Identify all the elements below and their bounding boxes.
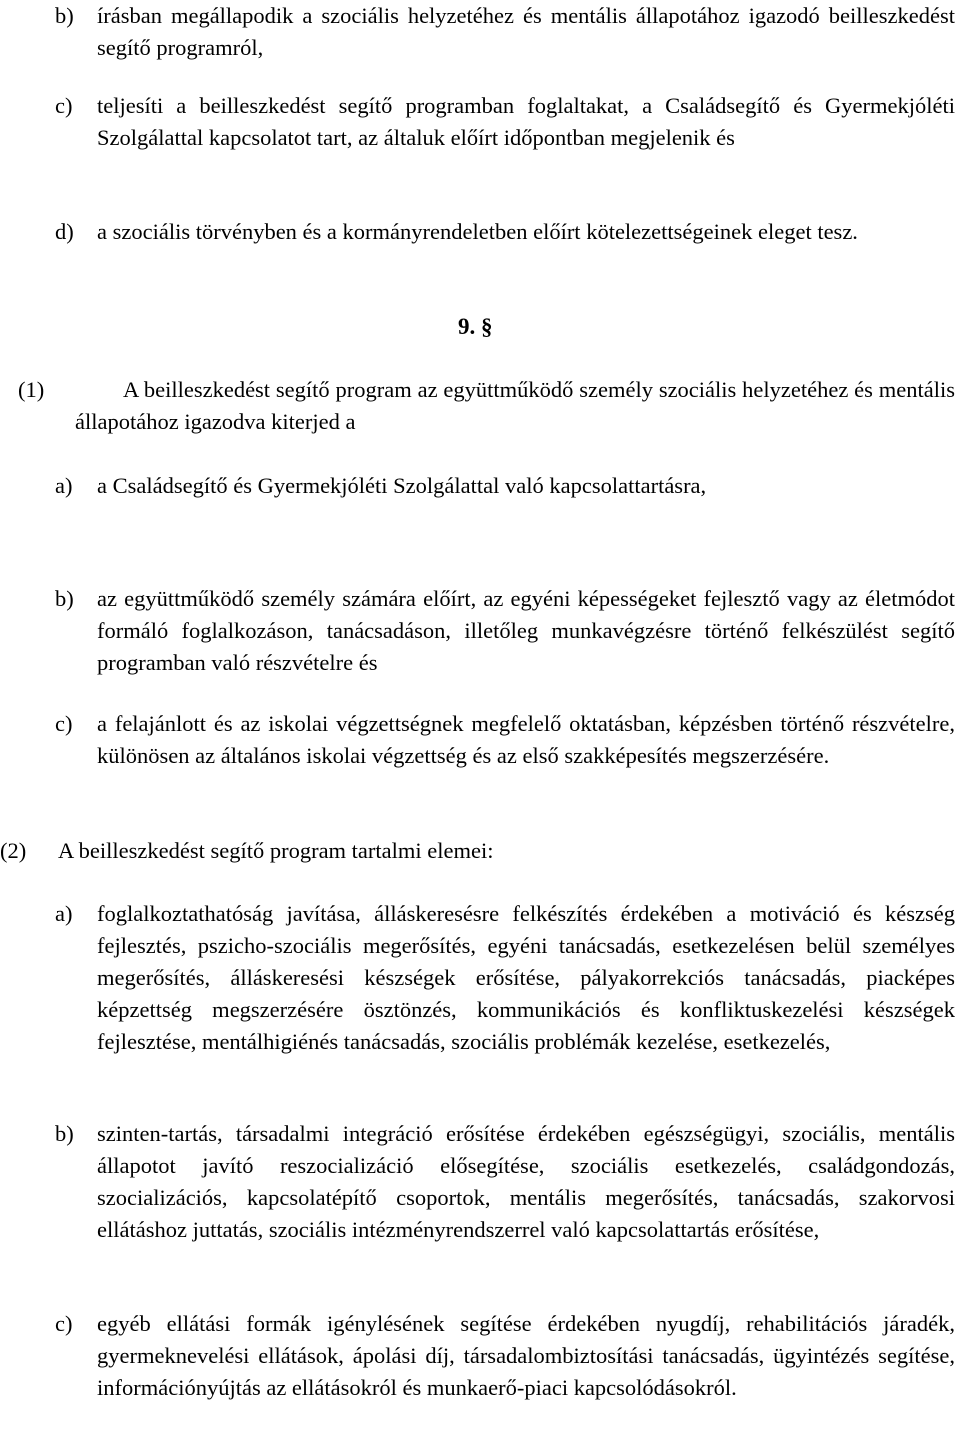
paragraph-text: A beilleszkedést segítő program tartalmi elemei:	[58, 838, 494, 863]
list-item-b-p2	[55, 1118, 955, 1246]
list-item-b-p1	[55, 583, 955, 679]
list-item-c-top	[55, 90, 955, 154]
list-label: c)	[55, 93, 73, 118]
paragraph-1	[18, 374, 955, 438]
list-text: írásban megállapodik a szociális helyzetéhez és mentális állapotához igazodó beilleszkedést segítő programról,	[97, 3, 955, 60]
list-label: a)	[55, 901, 73, 926]
list-text: szinten-tartás, társadalmi integráció erősítése érdekében egészségügyi, szociális, mentális állapotot javító reszocializáció elősegítése, szociális esetkezelés, családgondozás, szocializációs, kapcsolatépítő csoportok, mentális megerősítés, tanácsadás, szakorvosi ellátáshoz juttatás, szociális intézményrendszerrel való kapcsolattartás erősítése,	[97, 1121, 955, 1242]
paragraph-label: (1)	[18, 377, 45, 402]
list-text: teljesíti a beilleszkedést segítő programban foglaltakat, a Családsegítő és Gyermekjóléti Szolgálattal kapcsolatot tart, az általuk előírt időpontban megjelenik és	[97, 93, 955, 150]
list-label: c)	[55, 711, 73, 736]
list-label: b)	[55, 1121, 74, 1146]
section-heading: 9. §	[458, 314, 493, 339]
paragraph-label: (2)	[0, 838, 27, 863]
list-label: a)	[55, 473, 73, 498]
paragraph-text: A beilleszkedést segítő program az együttműködő személy szociális helyzetéhez és mentális állapotához igazodva kiterjed a	[75, 377, 955, 434]
list-label: d)	[55, 219, 74, 244]
list-item-c-p1	[55, 708, 955, 772]
list-label: c)	[55, 1311, 73, 1336]
list-item-b-top	[55, 0, 955, 64]
list-item-a-p2	[55, 898, 955, 1058]
list-item-c-p2	[55, 1308, 955, 1404]
list-text: egyéb ellátási formák igénylésének segítése érdekében nyugdíj, rehabilitációs járadék, gyermeknevelési ellátások, ápolási díj, társadalombiztosítási tanácsadás, ügyintézés segítése, információnyújtás az ellátásokról és munkaerő-piaci kapcsolódásokról.	[97, 1311, 955, 1400]
list-text: az együttműködő személy számára előírt, az egyéni képességeket fejlesztő vagy az életmódot formáló foglalkozáson, tanácsadáson, illetőleg munkavégzésre történő felkészülést segítő programban való részvételre és	[97, 586, 955, 675]
list-text: a felajánlott és az iskolai végzettségnek megfelelő oktatásban, képzésben történő részvételre, különösen az általános iskolai végzettség és az első szakképesítés megszerzésére.	[97, 711, 955, 768]
list-label: b)	[55, 3, 74, 28]
list-item-d-top	[55, 216, 955, 248]
list-text: a szociális törvényben és a kormányrendeletben előírt kötelezettségeinek eleget tesz.	[97, 219, 858, 244]
list-text: a Családsegítő és Gyermekjóléti Szolgálattal való kapcsolattartásra,	[97, 473, 707, 498]
paragraph-2	[0, 835, 955, 867]
list-text: foglalkoztathatóság javítása, álláskeresésre felkészítés érdekében a motiváció és készség fejlesztés, pszicho-szociális megerősítés, egyéni tanácsadás, esetkezelésen belül személyes megerősítés, álláskeresési készségek erősítése, pályakorrekciós tanácsadás, piacképes képzettség megszerzésére ösztönzés, kommunikációs és konfliktuskezelési készségek fejlesztése, mentálhigiénés tanácsadás, szociális problémák kezelése, esetkezelés,	[97, 901, 955, 1054]
list-item-a-p1	[55, 470, 955, 502]
list-label: b)	[55, 586, 74, 611]
